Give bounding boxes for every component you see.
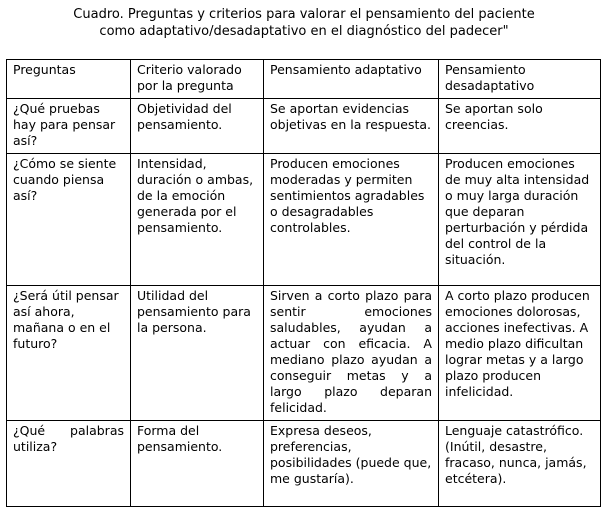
maladaptive-cell: A corto plazo producen emociones dolorosas, acciones inefectivas. A medio plazo dificultan lograr metas y a largo plazo producen infelicidad.	[439, 286, 601, 421]
adaptive-cell: Expresa deseos, preferencias, posibilidades (puede que, me gustaría).	[264, 421, 439, 507]
adaptive-cell: Sirven a corto plazo para sentir emociones saludables, ayudan a actuar con eficacia. A mediano plazo ayudan a conseguir metas y a largo plazo deparan felicidad.	[264, 286, 439, 421]
table-row	[7, 99, 601, 154]
caption-line-1: Cuadro. Preguntas y criterios para valorar el pensamiento del paciente	[73, 7, 535, 22]
maladaptive-cell: Lenguaje catastrófico. (Inútil, desastre, fracaso, nunca, jamás, etcétera).	[439, 421, 601, 507]
question-cell: ¿Qué pruebas hay para pensar así?	[7, 99, 131, 154]
table-row	[7, 286, 601, 421]
header-criterio: Criterio valorado por la pregunta	[131, 60, 264, 99]
question-cell: ¿Será útil pensar así ahora, mañana o en el futuro?	[7, 286, 131, 421]
table-header-row	[7, 60, 601, 99]
maladaptive-cell: Se aportan solo creencias.	[439, 99, 601, 154]
criterion-cell: Utilidad del pensamiento para la persona.	[131, 286, 264, 421]
table-row	[7, 154, 601, 286]
header-preguntas: Preguntas	[7, 60, 131, 99]
adaptive-cell: Se aportan evidencias objetivas en la respuesta.	[264, 99, 439, 154]
criterion-cell: Intensidad, duración o ambas, de la emoción generada por el pensamiento.	[131, 154, 264, 286]
adaptive-cell: Producen emociones moderadas y permiten sentimientos agradables o desagradables controlables.	[264, 154, 439, 286]
criterion-cell: Forma del pensamiento.	[131, 421, 264, 507]
table-caption	[0, 6, 608, 40]
caption-line-2: como adaptativo/desadaptativo en el diagnóstico del padecer"	[99, 24, 509, 39]
header-desadaptativo: Pensamiento desadaptativo	[439, 60, 601, 99]
criterion-cell: Objetividad del pensamiento.	[131, 99, 264, 154]
question-cell: ¿Cómo se siente cuando piensa así?	[7, 154, 131, 286]
maladaptive-cell: Producen emociones de muy alta intensidad o muy larga duración que deparan perturbación y pérdida del control de la situación.	[439, 154, 601, 286]
question-cell: ¿Qué palabras utiliza?	[7, 421, 131, 507]
table-row	[7, 421, 601, 507]
header-adaptativo: Pensamiento adaptativo	[264, 60, 439, 99]
criteria-table	[6, 59, 601, 507]
